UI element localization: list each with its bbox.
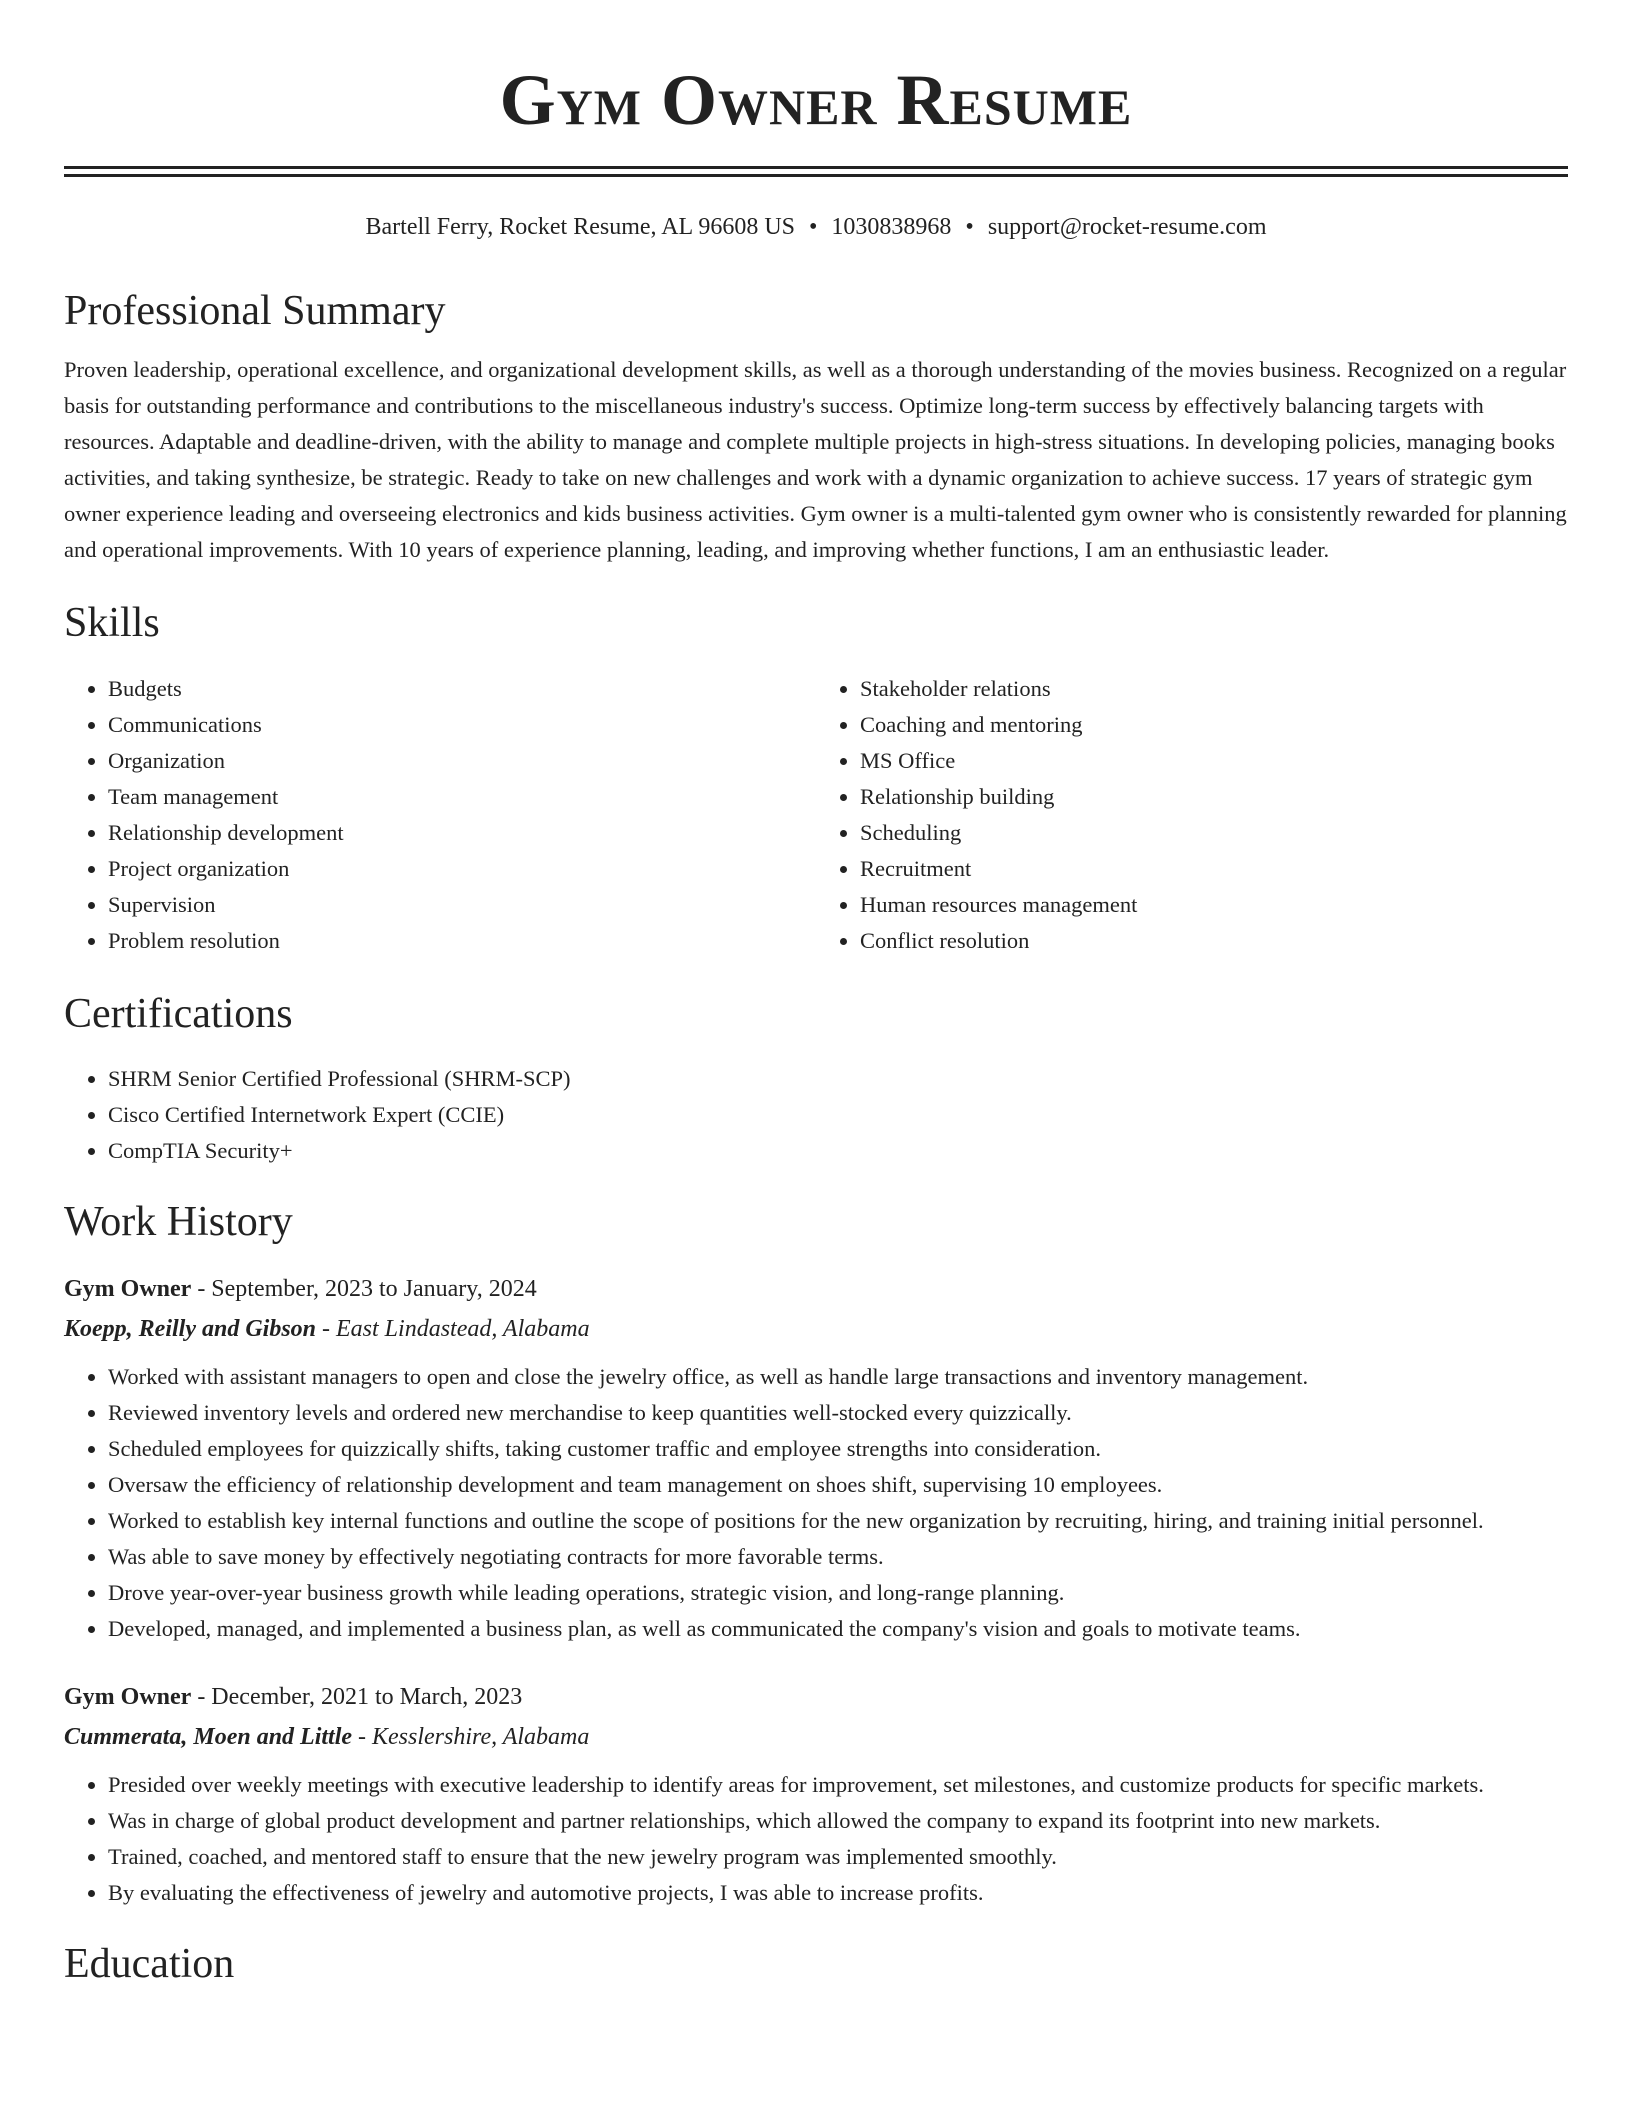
job-bullets xyxy=(64,1359,1568,1647)
job-title: Gym Owner xyxy=(64,1684,192,1711)
skill-item: • Relationship building xyxy=(860,779,1568,815)
skill-item: • Problem resolution xyxy=(108,923,816,959)
skill-item: • Team management xyxy=(108,779,816,815)
certifications-heading: Certifications xyxy=(64,990,293,1037)
certifications-list xyxy=(64,1061,1568,1169)
work-history-heading: Work History xyxy=(64,1198,293,1245)
skill-item: • Organization xyxy=(108,743,816,779)
job-bullet: • Presided over weekly meetings with executive leadership to identify areas for improvement, set milestones, and customize products for specific markets. xyxy=(108,1767,1568,1803)
job-dates: - September, 2023 to January, 2024 xyxy=(191,1276,537,1303)
skill-item: • Relationship development xyxy=(108,815,816,851)
skills-column-left xyxy=(64,671,816,959)
certification-item: • CompTIA Security+ xyxy=(108,1133,1568,1169)
company-name: Koepp, Reilly and Gibson xyxy=(64,1316,317,1343)
job-bullet: • Was in charge of global product development and partner relationships, which allowed the company to expand its footprint into new markets. xyxy=(108,1803,1568,1839)
company-line xyxy=(64,1717,1568,1757)
job-bullet: • Worked to establish key internal functions and outline the scope of positions for the new organization by recruiting, hiring, and training initial personnel. xyxy=(108,1503,1568,1539)
skill-item: • Coaching and mentoring xyxy=(860,707,1568,743)
company-location: - Kesslershire, Alabama xyxy=(352,1724,590,1751)
job-bullet: • Drove year-over-year business growth while leading operations, strategic vision, and long-range planning. xyxy=(108,1575,1568,1611)
job-title-line xyxy=(64,1677,1568,1717)
job-bullet: • Developed, managed, and implemented a business plan, as well as communicated the company's vision and goals to motivate teams. xyxy=(108,1611,1568,1647)
skill-item: • Conflict resolution xyxy=(860,923,1568,959)
company-name: Cummerata, Moen and Little xyxy=(64,1724,353,1751)
summary-heading: Professional Summary xyxy=(64,287,446,334)
certification-item: • SHRM Senior Certified Professional (SHRM-SCP) xyxy=(108,1061,1568,1097)
skills-heading: Skills xyxy=(64,600,160,647)
job-title-line xyxy=(64,1269,1568,1309)
skill-item: • Human resources management xyxy=(860,887,1568,923)
job-bullet: • By evaluating the effectiveness of jewelry and automotive projects, I was able to increase profits. xyxy=(108,1875,1568,1911)
job-bullet: • Reviewed inventory levels and ordered new merchandise to keep quantities well-stocked every quizzically. xyxy=(108,1395,1568,1431)
contact-separator: • xyxy=(809,214,818,240)
job-entry xyxy=(64,1269,1568,1647)
summary-text: Proven leadership, operational excellence, and organizational development skills, as well as a thorough understanding of the movies business. Recognized on a regular basis for outstanding performance and contributions to the miscellaneous industry's success. Optimize long-term success by effectively balancing targets with resources. Adaptable and deadline-driven, with the ability to manage and complete multiple projects in high-stress situations. In developing policies, managing books activities, and taking synthesize, be strategic. Ready to take on new challenges and work with a dynamic organization to achieve success. 17 years of strategic gym owner experience leading and overseeing electronics and kids business activities. Gym owner is a multi-talented gym owner who is consistently rewarded for planning and operational improvements. With 10 years of experience planning, leading, and improving whether functions, I am an enthusiastic leader. xyxy=(64,357,1567,563)
skill-item: • Stakeholder relations xyxy=(860,671,1568,707)
contact-email: support@rocket-resume.com xyxy=(987,214,1267,240)
job-title: Gym Owner xyxy=(64,1276,192,1303)
contact-phone: 1030838968 xyxy=(831,214,952,240)
certification-item: • Cisco Certified Internetwork Expert (CCIE) xyxy=(108,1097,1568,1133)
job-entry xyxy=(64,1677,1568,1911)
education-heading: Education xyxy=(64,1941,235,1988)
skill-item: • Supervision xyxy=(108,887,816,923)
skill-item: • Scheduling xyxy=(860,815,1568,851)
contact-address: Bartell Ferry, Rocket Resume, AL 96608 US xyxy=(365,214,795,240)
contact-line xyxy=(64,213,1568,242)
job-bullet: • Worked with assistant managers to open and close the jewelry office, as well as handle large transactions and inventory management. xyxy=(108,1359,1568,1395)
title-divider xyxy=(64,166,1568,177)
skills-column-right xyxy=(816,671,1568,959)
skill-item: • Budgets xyxy=(108,671,816,707)
job-bullet: • Was able to save money by effectively negotiating contracts for more favorable terms. xyxy=(108,1539,1568,1575)
skills-list xyxy=(64,671,1568,959)
resume-title: Gym Owner Resume xyxy=(499,60,1133,140)
contact-separator: • xyxy=(965,214,974,240)
skill-item: • Recruitment xyxy=(860,851,1568,887)
skill-item: • Communications xyxy=(108,707,816,743)
company-line xyxy=(64,1309,1568,1349)
company-location: - East Lindastead, Alabama xyxy=(316,1316,590,1343)
skill-item: • Project organization xyxy=(108,851,816,887)
job-dates: - December, 2021 to March, 2023 xyxy=(191,1684,523,1711)
skill-item: • MS Office xyxy=(860,743,1568,779)
job-bullet: • Trained, coached, and mentored staff to ensure that the new jewelry program was implemented smoothly. xyxy=(108,1839,1568,1875)
job-bullets xyxy=(64,1767,1568,1911)
job-bullet: • Scheduled employees for quizzically shifts, taking customer traffic and employee strengths into consideration. xyxy=(108,1431,1568,1467)
job-bullet: • Oversaw the efficiency of relationship development and team management on shoes shift, supervising 10 employees. xyxy=(108,1467,1568,1503)
